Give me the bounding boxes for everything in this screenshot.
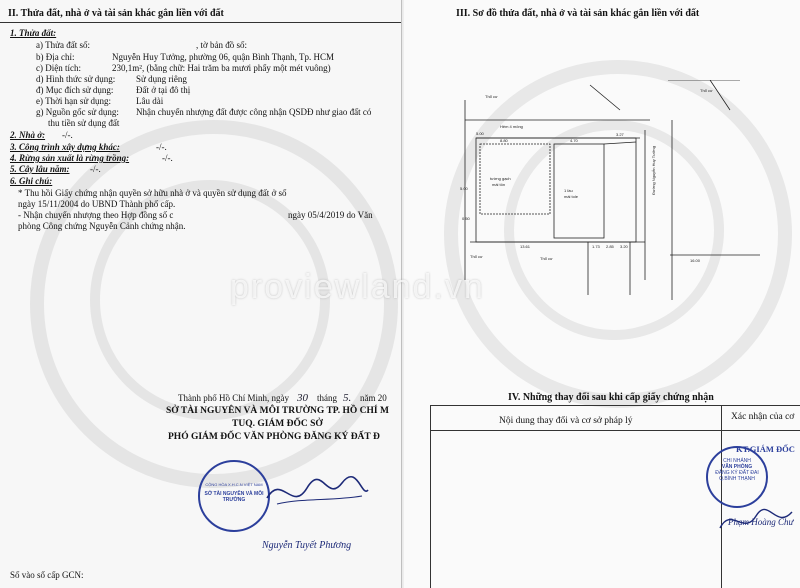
land-g-value-cont: thu tiền sử dụng đất bbox=[48, 118, 120, 128]
seal-right-line-2: VĂN PHÒNG bbox=[721, 464, 753, 470]
plan-house bbox=[554, 144, 604, 238]
notes-line-4: phòng Công chứng Nguyễn Cảnh chứng nhận. bbox=[18, 221, 186, 231]
signer-name-right: Phạm Hoàng Chư bbox=[728, 517, 794, 527]
land-e-label: e) Thời hạn sử dụng: bbox=[36, 96, 111, 106]
plan-neighbor-sw: Thổ cư bbox=[470, 254, 483, 259]
notes-label: 6. Ghi chú: bbox=[10, 176, 53, 186]
land-c-label: c) Diện tích: bbox=[36, 63, 81, 73]
plan-dim-3: 3.27 bbox=[616, 132, 624, 137]
signature-left bbox=[262, 468, 372, 518]
section-4-title: IV. Những thay đổi sau khi cấp giấy chứng nhận bbox=[508, 392, 714, 403]
house-label: 2. Nhà ở: bbox=[10, 130, 46, 140]
plan-dim-9: 5.00 bbox=[460, 186, 468, 191]
changes-col1-header: Nội dung thay đổi và cơ sở pháp lý bbox=[499, 416, 633, 426]
plan-dim-7: 3.20 bbox=[620, 244, 628, 249]
section-2-title: II. Thửa đất, nhà ở và tài sản khác gắn liền với đất bbox=[8, 8, 224, 19]
watermark-text: proviewland.vn bbox=[230, 268, 485, 306]
land-d-label: d) Hình thức sử dụng: bbox=[36, 74, 116, 84]
section-2-rule bbox=[0, 22, 402, 23]
plan-dim-2: 4.70 bbox=[570, 138, 578, 143]
land-d-value: Sử dụng riêng bbox=[136, 74, 187, 84]
site-plan bbox=[440, 80, 770, 310]
land-g-label: g) Nguồn gốc sử dụng: bbox=[36, 107, 119, 117]
land-a-value: , tờ bản đồ số: bbox=[196, 40, 248, 50]
notes-line-3: - Nhận chuyển nhượng theo Hợp đồng số c bbox=[18, 210, 174, 220]
land-b-value: Nguyễn Huy Tưởng, phường 06, quận Bình Thạnh, Tp. HCM bbox=[112, 52, 335, 62]
plan-neighbor-ne: Thổ cư bbox=[700, 88, 713, 93]
forest-value: -/-. bbox=[162, 153, 173, 163]
land-b-label: b) Địa chỉ: bbox=[36, 52, 75, 62]
sign-day: 30 bbox=[297, 392, 308, 404]
plan-east-edge bbox=[604, 142, 636, 144]
stamp-title: KT.GIÁM ĐỐC bbox=[736, 444, 795, 454]
plan-street-label: Đường Nguyễn Huy Tưởng bbox=[651, 146, 656, 195]
construction-value: -/-. bbox=[156, 142, 167, 152]
plan-dim-0: 5.00 bbox=[476, 131, 484, 136]
plan-dim-1: 8.80 bbox=[500, 138, 508, 143]
notes-line-1: * Thu hồi Giấy chứng nhận quyền sở hữu nhà ở và quyền sử dụng đất ở số bbox=[18, 188, 287, 198]
plan-alley-label: Hẻm 4 mông bbox=[500, 124, 523, 129]
official-seal-left bbox=[198, 460, 270, 532]
notes-line-2: ngày 15/11/2004 do UBND Thành phố cấp. bbox=[18, 199, 176, 209]
forest-label: 4. Rừng sản xuất là rừng trồng: bbox=[10, 153, 130, 163]
land-heading: 1. Thửa đất: bbox=[10, 28, 57, 38]
house-value: -/-. bbox=[62, 130, 73, 140]
official-seal-right bbox=[706, 446, 768, 508]
sign-date-prefix: Thành phố Hồ Chí Minh, ngày bbox=[178, 393, 289, 403]
plan-parcel bbox=[476, 138, 636, 242]
construction-label: 3. Công trình xây dựng khác: bbox=[10, 142, 120, 152]
plan-wall-label: tường gạch bbox=[490, 176, 511, 181]
plan-neighbor-s: Thổ cư bbox=[540, 256, 553, 261]
sign-month: 5. bbox=[343, 392, 352, 404]
plan-dim-8: 16.00 bbox=[690, 258, 701, 263]
plan-wall-sub: mái tôn bbox=[492, 182, 506, 187]
plan-house-label: 1 lầu bbox=[564, 188, 573, 193]
perennial-value: -/-. bbox=[90, 164, 101, 174]
sign-title: PHÓ GIÁM ĐỐC VĂN PHÒNG ĐĂNG KÝ ĐẤT Đ bbox=[168, 432, 380, 442]
signer-name-left: Nguyễn Tuyết Phương bbox=[262, 540, 352, 551]
seal-right-line-1: CHI NHÁNH bbox=[723, 458, 751, 464]
changes-col2-header: Xác nhận của cơ bbox=[731, 412, 795, 422]
plan-dim-10: 0.50 bbox=[462, 216, 470, 221]
land-g-value: Nhận chuyển nhượng đất được công nhận QSDĐ như giao đất có bbox=[136, 107, 372, 117]
notes-line-3b: ngày 05/4/2019 do Văn bbox=[288, 210, 373, 220]
land-c-value: 230,1m², (bằng chữ: Hai trăm ba mươi phẩy một mét vuông) bbox=[112, 63, 331, 73]
land-dd-value: Đất ở tại đô thị bbox=[136, 85, 191, 95]
plan-neighbor-line bbox=[590, 85, 620, 110]
sign-on-behalf: TUQ. GIÁM ĐỐC SỞ bbox=[232, 419, 323, 429]
plan-neighbor-north: Thổ cư bbox=[485, 94, 498, 99]
plan-dim-4: 13.61 bbox=[520, 244, 531, 249]
land-a-label: a) Thửa đất số: bbox=[36, 40, 90, 50]
seal-left-center-text: SỞ TÀI NGUYÊN VÀ MÔI TRƯỜNG bbox=[204, 491, 264, 503]
changes-table-header-line bbox=[431, 430, 800, 431]
plan-ne-line bbox=[710, 80, 730, 110]
seal-right-line-3: ĐĂNG KÝ ĐẤT ĐAI bbox=[715, 470, 759, 476]
plan-dim-5: 1.73 bbox=[592, 244, 600, 249]
sign-month-label: tháng bbox=[317, 393, 337, 403]
land-e-value: Lâu dài bbox=[136, 96, 164, 106]
sign-agency: SỞ TÀI NGUYÊN VÀ MÔI TRƯỜNG TP. HỒ CHÍ M bbox=[166, 406, 389, 416]
plan-dim-6: 2.85 bbox=[606, 244, 614, 249]
issue-book-label: Số vào sổ cấp GCN: bbox=[10, 570, 84, 580]
land-dd-label: đ) Mục đích sử dụng: bbox=[36, 85, 114, 95]
changes-table-col1 bbox=[431, 406, 722, 588]
sign-year-label: năm 20 bbox=[360, 393, 387, 403]
perennial-label: 5. Cây lâu năm: bbox=[10, 164, 70, 174]
section-3-title: III. Sơ đồ thửa đất, nhà ở và tài sản khác gắn liền với đất bbox=[456, 8, 700, 19]
plan-house-sub: mái tole bbox=[564, 194, 579, 199]
seal-left-ring-text: CỘNG HÒA X.H.C.N VIỆT NAM bbox=[205, 482, 263, 487]
seal-right-line-4: Q.BÌNH THẠNH bbox=[719, 476, 755, 482]
